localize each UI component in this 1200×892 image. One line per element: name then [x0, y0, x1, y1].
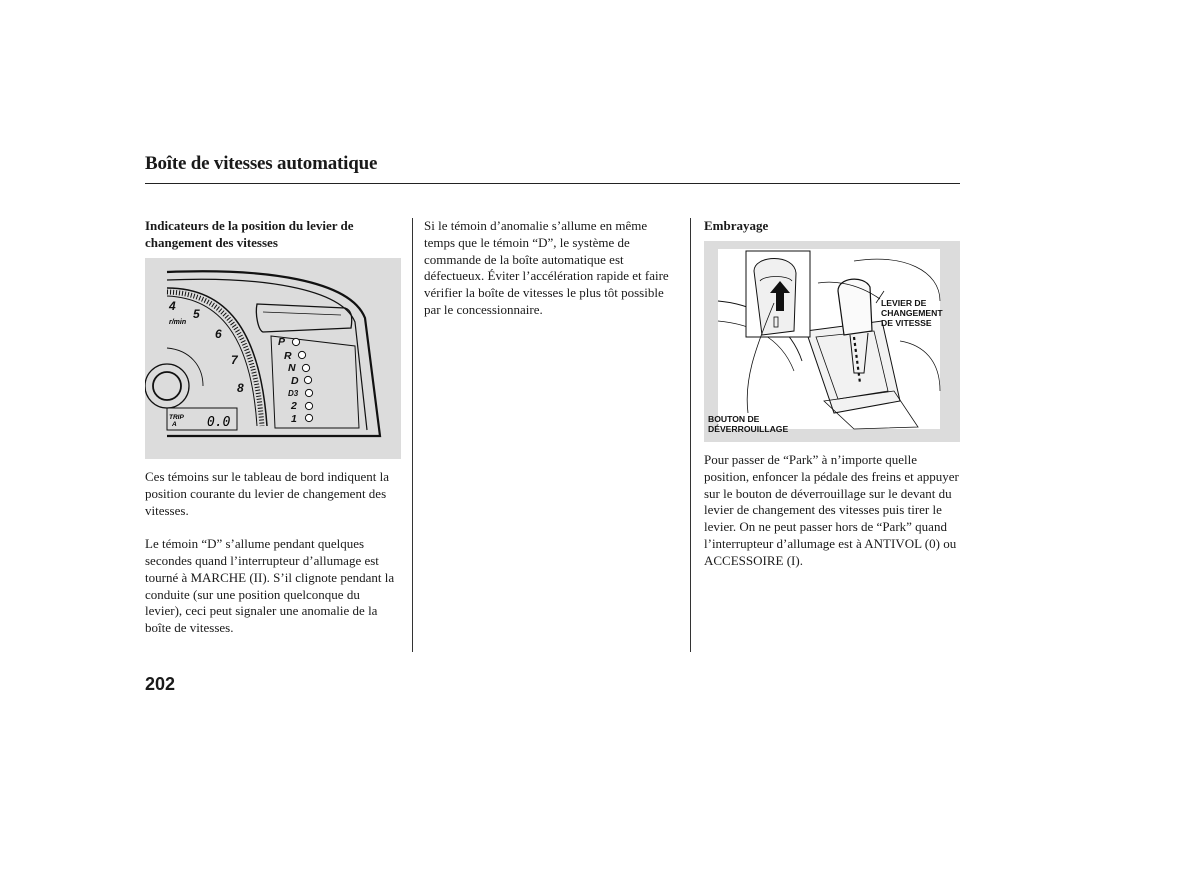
dial-number: 6 [215, 327, 222, 341]
odometer-value: 0.0 [207, 415, 231, 430]
left-heading: Indicateurs de la position du levier de changement des vitesses [145, 218, 354, 250]
lever-label-line: DE VITESSE [881, 318, 932, 328]
section-title: Boîte de vitesses automatique [145, 153, 378, 174]
gear-label-1: 1 [291, 413, 297, 425]
right-heading: Embrayage [704, 218, 769, 233]
trip-label: TRIP [169, 414, 184, 421]
column-divider [690, 218, 691, 652]
left-paragraph-1: Ces témoins sur le tableau de bord indiquent la position courante du levier de changement des vitesses. [145, 469, 390, 518]
page-number: 202 [145, 674, 176, 694]
right-body [704, 452, 960, 570]
shift-lever-illustration [704, 241, 960, 442]
gear-label-d3: D3 [288, 389, 299, 398]
instrument-cluster-illustration [145, 258, 401, 459]
lever-label-line: CHANGEMENT [881, 308, 943, 318]
gear-label-n: N [288, 362, 296, 374]
dial-number: 5 [193, 307, 200, 321]
gear-label-r: R [284, 350, 292, 362]
button-label-line: BOUTON DE [708, 414, 760, 424]
gear-label-p: P [278, 336, 286, 348]
title-rule [145, 183, 960, 184]
dial-number: 7 [231, 353, 238, 367]
gear-label-d: D [291, 375, 299, 387]
gear-label-2: 2 [291, 400, 297, 412]
right-paragraph-1: Pour passer de “Park” à n’importe quelle position, enfoncer la pédale des freins et appuyer sur le bouton de déverrouillage sur le devant du levier de changement des vitesses puis tirer le levier. On ne peut passer hors de “Park” quand l’interrupteur d’allumage est à ANTIVOL (0) ou ACCESSOIRE (I). [704, 452, 959, 568]
left-body [145, 469, 400, 637]
trip-sub-label: A [172, 421, 177, 428]
left-paragraph-2: Le témoin “D” s’allume pendant quelques secondes quand l’interrupteur d’allumage est tourné à MARCHE (II). S’il clignote pendant la conduite (sur une position quelconque du levier), ceci peut signaler une anomalie de la boîte de vitesses. [145, 536, 395, 636]
middle-column [424, 218, 680, 319]
right-column [704, 218, 960, 235]
gear-indicator-figure [145, 258, 401, 459]
button-label-line: DÉVERROUILLAGE [708, 424, 789, 434]
middle-paragraph-1: Si le témoin d’anomalie s’allume en même temps que le témoin “D”, le système de commande de la boîte automatique est défectueux. Éviter l’accélération rapide et faire vérifier la boîte de vitesses le plus tôt possible par le concessionnaire. [424, 218, 669, 317]
rpm-label: r/min [169, 319, 187, 326]
left-column [145, 218, 400, 252]
lever-label-line: LEVIER DE [881, 298, 927, 308]
column-divider [412, 218, 413, 652]
dial-number: 8 [237, 381, 244, 395]
shift-lever-figure [704, 241, 960, 442]
dial-number: 4 [169, 299, 176, 313]
